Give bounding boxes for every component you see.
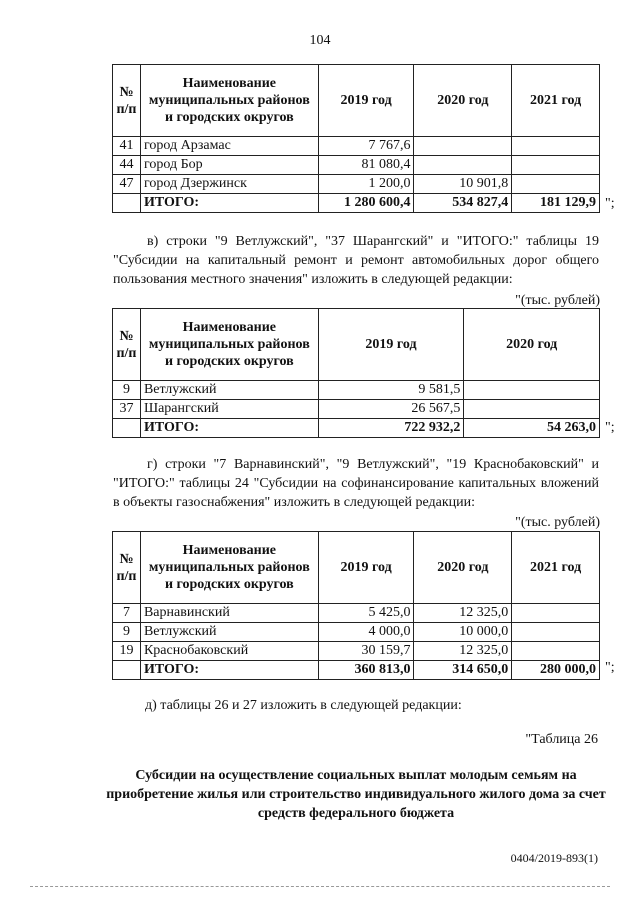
amount-cell: 12 325,0 [414, 604, 512, 623]
table-26-label: "Таблица 26 [525, 732, 598, 747]
amount-cell: 181 129,9 [512, 194, 600, 213]
column-header: 2019 год [318, 532, 414, 604]
units-label: "(тыс. рублей) [515, 293, 600, 308]
table-row [113, 137, 600, 156]
amount-cell: 26 567,5 [318, 400, 464, 419]
amount-cell: 30 159,7 [318, 642, 414, 661]
municipality-cell: Варнавинский [140, 604, 318, 623]
amount-cell: 360 813,0 [318, 661, 414, 680]
total-row [113, 419, 600, 438]
amount-cell: 10 901,8 [414, 175, 512, 194]
table-first [112, 64, 600, 213]
municipality-cell: ИТОГО: [140, 194, 318, 213]
municipality-cell: город Бор [140, 156, 318, 175]
column-header: 2021 год [512, 532, 600, 604]
amount-cell [464, 381, 600, 400]
municipality-cell: Ветлужский [140, 381, 318, 400]
municipality-cell: город Дзержинск [140, 175, 318, 194]
amount-cell: 81 080,4 [318, 156, 414, 175]
table-row [113, 642, 600, 661]
total-row [113, 194, 600, 213]
column-header: Наименование муниципальных районов и городских округов [140, 532, 318, 604]
amount-cell: 314 650,0 [414, 661, 512, 680]
amount-cell: 10 000,0 [414, 623, 512, 642]
municipality-cell: Шарангский [140, 400, 318, 419]
table-row [113, 156, 600, 175]
amount-cell [512, 642, 600, 661]
amount-cell [512, 604, 600, 623]
table-second [112, 308, 600, 438]
table-third [112, 531, 600, 680]
amount-cell [512, 137, 600, 156]
row-number-cell: 37 [113, 400, 141, 419]
table-row [113, 400, 600, 419]
amount-cell [512, 175, 600, 194]
amount-cell: 4 000,0 [318, 623, 414, 642]
amount-cell [512, 623, 600, 642]
amount-cell [414, 156, 512, 175]
paragraph-d: д) таблицы 26 и 27 изложить в следующей редакции: [145, 698, 462, 713]
closing-quote: "; [605, 196, 615, 211]
row-number-cell [113, 661, 141, 680]
amount-cell: 7 767,6 [318, 137, 414, 156]
municipality-cell: Ветлужский [140, 623, 318, 642]
table-row [113, 623, 600, 642]
page-number: 104 [309, 33, 331, 48]
column-header: № п/п [113, 532, 141, 604]
table-header-row [113, 65, 600, 137]
column-header: Наименование муниципальных районов и городских округов [140, 65, 318, 137]
total-row [113, 661, 600, 680]
row-number-cell: 41 [113, 137, 141, 156]
table-row [113, 381, 600, 400]
table-row [113, 604, 600, 623]
amount-cell: 1 280 600,4 [318, 194, 414, 213]
column-header: 2020 год [464, 309, 600, 381]
municipality-cell: ИТОГО: [140, 661, 318, 680]
row-number-cell: 44 [113, 156, 141, 175]
column-header: 2019 год [318, 65, 414, 137]
row-number-cell: 9 [113, 623, 141, 642]
table-header-row [113, 532, 600, 604]
amount-cell: 722 932,2 [318, 419, 464, 438]
row-number-cell: 7 [113, 604, 141, 623]
column-header: 2021 год [512, 65, 600, 137]
amount-cell: 54 263,0 [464, 419, 600, 438]
amount-cell: 534 827,4 [414, 194, 512, 213]
amount-cell [414, 137, 512, 156]
column-header: № п/п [113, 65, 141, 137]
row-number-cell [113, 194, 141, 213]
closing-quote: "; [605, 420, 615, 435]
section-heading: Субсидии на осуществление социальных выплат молодым семьям на приобретение жилья или строительство индивидуального жилого дома за счет средств федерального бюджета [106, 768, 606, 821]
municipality-cell: Краснобаковский [140, 642, 318, 661]
column-header: 2020 год [414, 532, 512, 604]
municipality-cell: город Арзамас [140, 137, 318, 156]
municipality-cell: ИТОГО: [140, 419, 318, 438]
table-row [113, 175, 600, 194]
row-number-cell: 47 [113, 175, 141, 194]
row-number-cell [113, 419, 141, 438]
amount-cell: 9 581,5 [318, 381, 464, 400]
closing-quote: "; [605, 660, 615, 675]
footer-divider [30, 886, 610, 887]
amount-cell: 12 325,0 [414, 642, 512, 661]
units-label: "(тыс. рублей) [515, 515, 600, 530]
column-header: № п/п [113, 309, 141, 381]
column-header: 2020 год [414, 65, 512, 137]
amount-cell: 5 425,0 [318, 604, 414, 623]
document-code: 0404/2019-893(1) [510, 851, 598, 865]
paragraph-g: г) строки "7 Варнавинский", "9 Ветлужский", "19 Краснобаковский" и "ИТОГО:" таблицы 24 "Субсидии на софинансирование капитальных вложений в объекты газоснабжения" изложить в следующей редакции: [113, 457, 599, 510]
column-header: 2019 год [318, 309, 464, 381]
amount-cell: 280 000,0 [512, 661, 600, 680]
amount-cell [512, 156, 600, 175]
amount-cell [464, 400, 600, 419]
column-header: Наименование муниципальных районов и городских округов [140, 309, 318, 381]
paragraph-v: в) строки "9 Ветлужский", "37 Шарангский" и "ИТОГО:" таблицы 19 "Субсидии на капитальный ремонт и ремонт автомобильных дорог общего пользования местного значения" изложить в следующей редакции: [113, 234, 599, 287]
table-header-row [113, 309, 600, 381]
row-number-cell: 9 [113, 381, 141, 400]
row-number-cell: 19 [113, 642, 141, 661]
amount-cell: 1 200,0 [318, 175, 414, 194]
